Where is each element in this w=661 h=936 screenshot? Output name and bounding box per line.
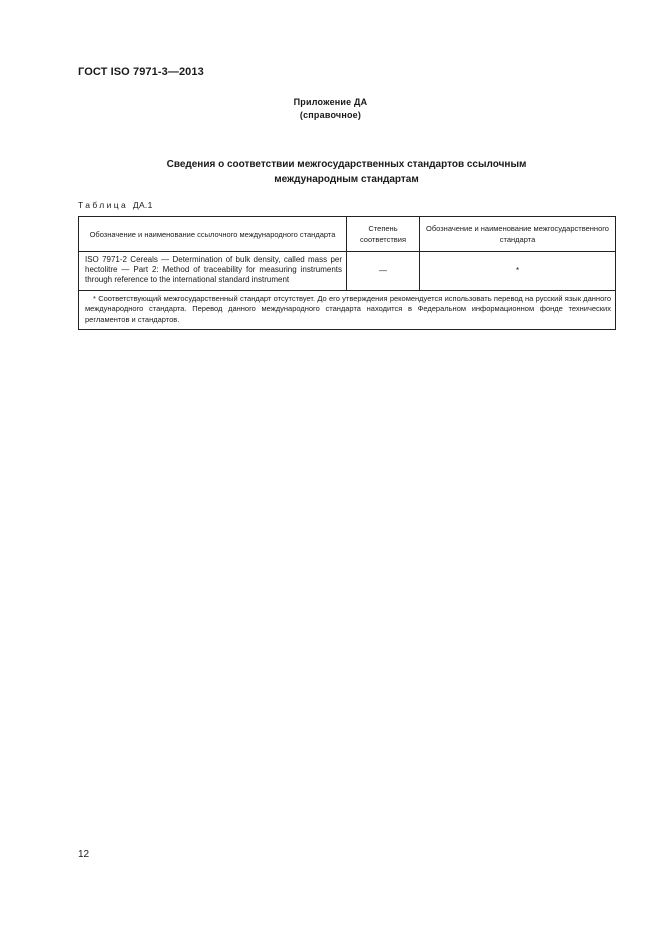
header-reference-standard: Обозначение и наименование ссылочного международного стандарта [79,217,347,252]
cell-reference-standard: ISO 7971-2 Cereals — Determination of bulk density, called mass per hectolitre — Part 2: Method of traceability for measuring instruments through reference to the international standard instrument [79,252,347,291]
section-title-line-2: международным стандартам [274,174,419,185]
table-footnote-row [79,290,616,330]
section-title-line-1: Сведения о соответствии межгосударственных стандартов ссылочным [166,159,527,170]
header-interstate-standard: Обозначение и наименование межгосударственного стандарта [420,217,616,252]
cell-degree: — [347,252,420,291]
document-standard-id: ГОСТ ISO 7971-3—2013 [78,66,204,78]
annex-note: (справочное) [299,110,362,120]
table-caption-number: ДА.1 [132,200,153,210]
table-caption [78,200,153,210]
table-footnote: * Соответствующий межгосударственный стандарт отсутствует. До его утверждения рекомендуется использовать перевод на русский язык данного международного стандарта. Перевод данного международного стандарта находится в Федеральном информационном фонде технических регламентов и стандартов. [79,290,616,330]
annex-title: Приложение ДА [293,97,368,107]
annex-heading [0,96,661,122]
section-title [78,157,615,187]
table-header-row [79,217,616,252]
table-row [79,252,616,291]
correspondence-table [78,216,616,330]
table-caption-prefix: Таблица [78,200,129,210]
cell-interstate-standard: * [420,252,616,291]
header-degree-of-correspondence: Степень соответствия [347,217,420,252]
page-number: 12 [78,849,90,860]
